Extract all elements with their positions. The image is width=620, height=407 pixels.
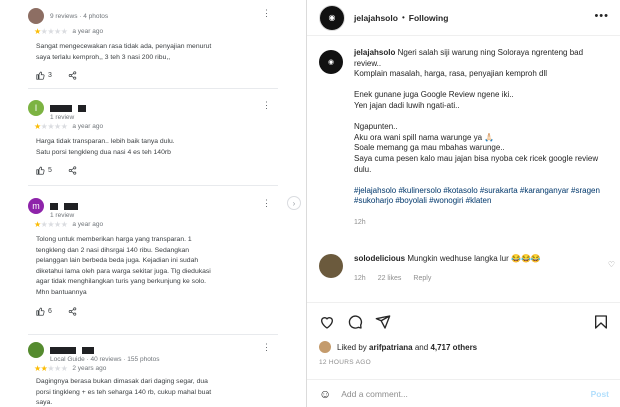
- add-comment-bar: [307, 379, 620, 407]
- reviewer-avatar[interactable]: [28, 8, 44, 24]
- review-text: Harga tidak transparan.. lebih baik tanya dulu. Satu porsi tengkleng dua nasi 4 es teh 140rb: [36, 138, 175, 156]
- review-rating: [34, 363, 278, 373]
- review-rating: [34, 26, 278, 36]
- review-rating: [34, 121, 278, 131]
- profile-avatar[interactable]: ◉: [319, 5, 345, 31]
- caption-line: Saya cuma pesen kalo mau jajan bisa nyoba cek ricek google review: [354, 153, 599, 163]
- post-button[interactable]: Post: [590, 388, 609, 399]
- post-header: [307, 0, 620, 36]
- thumbs-up-icon: [36, 307, 45, 316]
- caption-line: Soale memang ga mau mbahas warunge..: [354, 143, 505, 153]
- bookmark-icon[interactable]: [593, 314, 609, 330]
- redacted-name: [50, 105, 72, 112]
- google-reviews-panel: [0, 0, 306, 407]
- review-date: a year ago: [72, 122, 104, 130]
- comment-text: Mungkin wedhuse langka lur 😂😂😂: [407, 254, 541, 263]
- commenter-username[interactable]: solodelicious: [354, 254, 406, 263]
- caption-spacer: [354, 175, 615, 186]
- post-username[interactable]: jelajahsolo: [354, 12, 398, 23]
- caption-spacer: [354, 80, 615, 91]
- post-actions: [307, 302, 620, 366]
- liked-by: [319, 341, 609, 353]
- star-rating-1: ★★★★★: [34, 121, 68, 131]
- review-rating: [34, 219, 278, 229]
- reviewer-avatar[interactable]: [28, 342, 44, 358]
- review-text: Sangat mengecewakan rasa tidak ada, penyajian menurut saya terlalu kemproh,, 3 teh 3 nasi 200 ribu,,: [36, 43, 212, 61]
- review-divider: [28, 88, 278, 89]
- reviewer-avatar[interactable]: I: [28, 100, 44, 116]
- review-date: a year ago: [72, 27, 104, 35]
- review-card: [28, 6, 278, 80]
- helpful-count: 6: [48, 307, 52, 315]
- thumbs-up-icon: [36, 166, 45, 175]
- share-icon[interactable]: [68, 71, 77, 80]
- review-divider: [28, 334, 278, 335]
- caption-timestamp: 12h: [354, 218, 366, 226]
- instagram-post-panel: [306, 0, 620, 407]
- helpful-button[interactable]: [36, 307, 52, 316]
- review-text: Tolong untuk memberikan harga yang transparan. 1 tengkleng dan 2 nasi dihsrgai 140 ribu. Sedangkan pelanggan lain berbeda beda juga. Kejadian ini sudah diketahui lama oleh para warga sekitar juga. Tlg diedukasi agar tidak menghilangkan turis yang berkunjung ke solo. Mhn bantuannya: [36, 236, 211, 296]
- emoji-icon[interactable]: ☺: [319, 386, 332, 401]
- caption-line: Ngapunten..: [354, 122, 398, 132]
- post-caption: [319, 48, 615, 229]
- separator-dot: •: [401, 13, 405, 22]
- caption-line: review..: [354, 58, 382, 68]
- share-icon[interactable]: [375, 314, 391, 330]
- liked-by-prefix: Liked by: [337, 342, 367, 352]
- caption-username[interactable]: jelajahsolo: [354, 48, 396, 57]
- reply-button[interactable]: Reply: [413, 275, 432, 282]
- helpful-button[interactable]: [36, 71, 52, 80]
- helpful-count: 3: [48, 72, 52, 80]
- redacted-name: [64, 203, 78, 210]
- caption-line: Enek gunane juga Google Review ngene iki..: [354, 90, 514, 100]
- review-divider: [28, 185, 278, 186]
- liker-avatar[interactable]: [319, 341, 331, 353]
- comment-likes[interactable]: 22 likes: [377, 275, 402, 282]
- liked-by-user[interactable]: arifpatriana: [369, 342, 413, 352]
- review-more-icon[interactable]: ⋮: [262, 342, 271, 352]
- heart-icon[interactable]: ♡: [607, 260, 615, 269]
- comment-icon[interactable]: [347, 314, 363, 330]
- caption-hashtags[interactable]: #jelajahsolo #kulinersolo #kotasolo #surakarta #karanganyar #sragen #sukoharjo #boyolali #wonogiri #klaten: [354, 185, 600, 206]
- helpful-count: 5: [48, 167, 52, 175]
- caption-avatar[interactable]: ◉: [319, 50, 343, 74]
- reviewer-meta: 1 review: [50, 212, 75, 219]
- redacted-name: [82, 347, 94, 354]
- caption-line: Komplain masalah, harga, rasa, penyajian kemproh dll: [354, 69, 547, 79]
- chevron-right-icon[interactable]: ›: [287, 196, 301, 210]
- caption-spacer: [354, 112, 615, 123]
- caption-line: Aku ora wani spill nama warunge ya 🙏🏻: [354, 132, 495, 142]
- star-rating-2: ★★★★★: [34, 363, 68, 373]
- share-icon[interactable]: [68, 307, 77, 316]
- comment-meta: [354, 275, 594, 282]
- caption-line: dulu.: [354, 164, 372, 174]
- caption-line: Ngeri salah siji warung ning Soloraya ngrenteng bad: [397, 48, 584, 57]
- comment-item: [319, 254, 615, 282]
- following-button[interactable]: Following: [408, 12, 449, 23]
- reviewer-meta: Local Guide · 40 reviews · 155 photos: [50, 356, 160, 363]
- redacted-name: [50, 347, 76, 354]
- review-card: [28, 98, 278, 175]
- review-actions: [36, 71, 278, 80]
- comment-time: 12h: [354, 275, 366, 282]
- review-actions: [36, 166, 278, 175]
- comment-body: [354, 254, 594, 282]
- review-more-icon[interactable]: ⋮: [262, 100, 271, 110]
- commenter-avatar[interactable]: [319, 254, 343, 278]
- review-more-icon[interactable]: ⋮: [262, 8, 271, 18]
- review-date: a year ago: [72, 220, 104, 228]
- share-icon[interactable]: [68, 166, 77, 175]
- review-header: [28, 6, 278, 26]
- more-horizontal-icon[interactable]: •••: [594, 10, 609, 22]
- redacted-name: [78, 105, 86, 112]
- review-more-icon[interactable]: ⋮: [262, 198, 271, 208]
- redacted-name: [50, 203, 58, 210]
- star-rating-1: ★★★★★: [34, 26, 68, 36]
- helpful-button[interactable]: [36, 166, 52, 175]
- comment-input[interactable]: [341, 389, 590, 399]
- likes-count[interactable]: 4,717 others: [430, 342, 478, 352]
- caption-body: [354, 48, 615, 229]
- reviewer-meta: 1 review: [50, 114, 75, 121]
- liked-by-and: and: [414, 342, 429, 352]
- review-actions: [36, 307, 278, 316]
- thumbs-up-icon: [36, 71, 45, 80]
- review-text: Dagingnya berasa bukan dimasak dari daging segar, dua porsi tingkleng + es teh seharga 140 rb, cukup mahal buat saya.: [36, 378, 212, 407]
- caption-line: Yen jajan dadi luwih ngati-ati..: [354, 100, 460, 110]
- review-card: [28, 340, 278, 407]
- review-date: 2 years ago: [72, 364, 107, 372]
- star-rating-1: ★★★★★: [34, 219, 68, 229]
- heart-icon[interactable]: [319, 314, 335, 330]
- review-card: [28, 196, 278, 316]
- post-timestamp: 12 HOURS AGO: [319, 359, 372, 366]
- reviewer-avatar[interactable]: m: [28, 198, 44, 214]
- reviewer-meta: 9 reviews · 4 photos: [50, 12, 109, 20]
